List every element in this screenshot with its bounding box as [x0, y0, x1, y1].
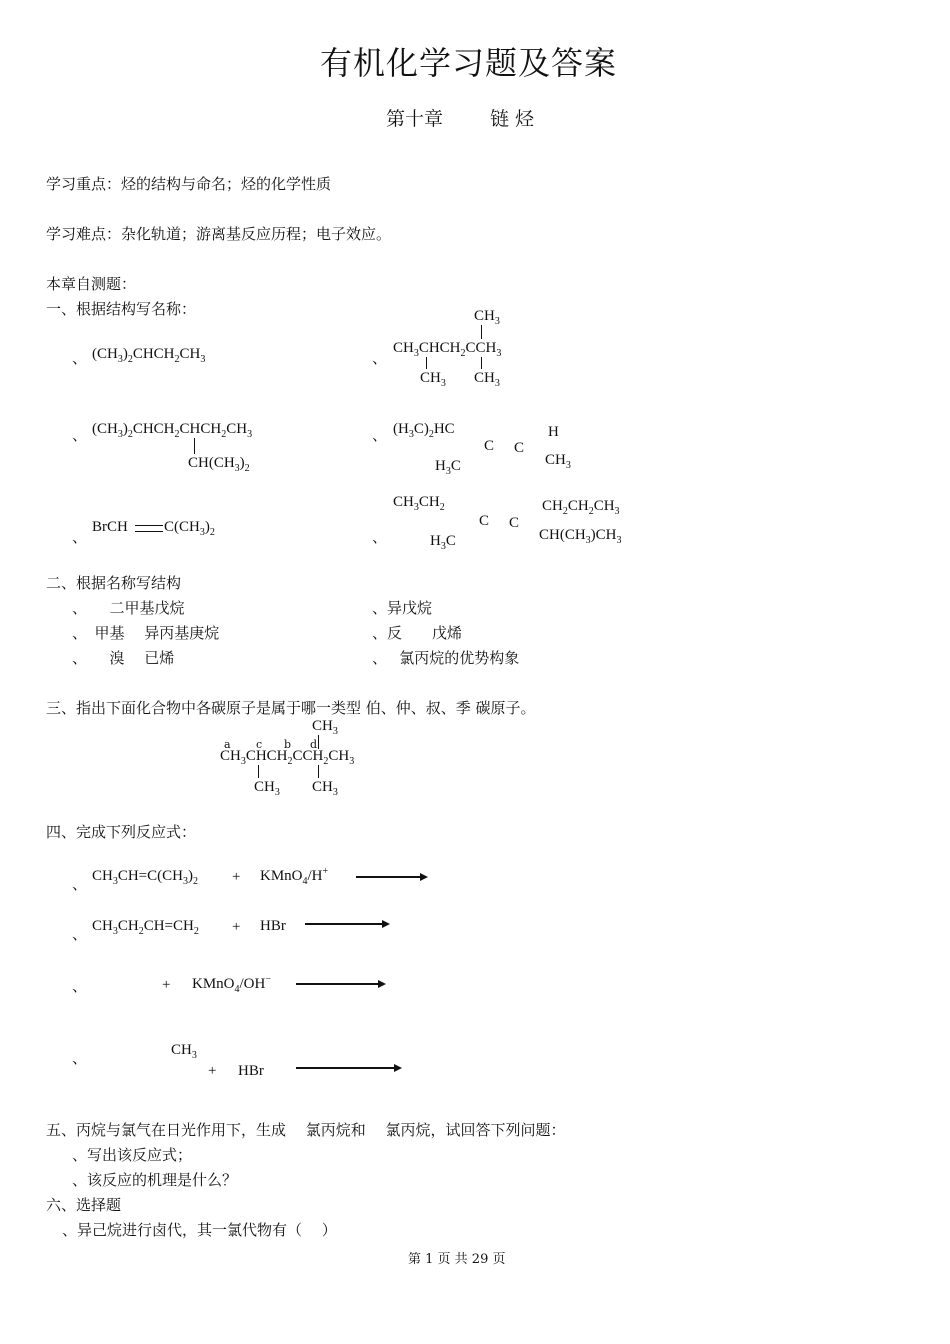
plus-sign: +	[232, 869, 241, 885]
bond-line	[194, 438, 195, 454]
learning-focus: 学习重点：烃的结构与命名；烃的化学性质	[46, 175, 332, 193]
reaction-2-reactant: $CH_3CH_2CH=CH_2$	[92, 918, 199, 937]
section-2-heading: 二、根据名称写结构	[46, 574, 182, 592]
section-3-heading: 三、指出下面化合物中各碳原子是属于哪一类型 伯、仲、叔、季 碳原子。	[46, 699, 536, 717]
bond-line	[426, 357, 427, 369]
item-sep: 、	[372, 426, 388, 444]
reaction-4-reagent: HBr	[238, 1063, 264, 1079]
item-sep: 、	[72, 528, 88, 546]
section-5-heading: 五、丙烷与氯气在日光作用下，生成 氯丙烷和 氯丙烷，试回答下列问题：	[46, 1121, 566, 1139]
chapter-name: 链 烃	[490, 108, 535, 130]
reaction-4-substituent: $CH_3$	[171, 1042, 197, 1061]
structure-branch: $CH_3$	[312, 779, 338, 798]
reaction-1-reactant: $CH_3CH=C(CH_3)_2$	[92, 868, 198, 887]
structure-4-carbon: C	[514, 440, 525, 456]
structure-3-main: $(CH_3)_2CHCH_2CHCH_2CH_3$	[92, 421, 253, 440]
page-footer: 第 1 页 共 29 页	[408, 1252, 506, 1267]
list-item: 、 氯丙烷的优势构象	[372, 649, 520, 667]
carbon-label: b	[284, 738, 292, 751]
reaction-arrow	[296, 1067, 400, 1069]
bond-line	[481, 325, 482, 339]
bond-line	[258, 765, 259, 778]
item-sep: 、	[72, 349, 88, 367]
structure-5-b: $C(CH_3)_2$	[164, 519, 215, 538]
reaction-arrow	[305, 923, 388, 925]
structure-6-carbon: C	[479, 513, 490, 529]
double-bond	[135, 525, 163, 532]
reaction-3-reagent: KMnO$_4$/OH−	[192, 974, 271, 995]
item-sep: 、	[72, 875, 88, 893]
carbon-label: d	[310, 738, 318, 751]
list-item: 、 二甲基戊烷	[72, 599, 185, 617]
item-sep: 、	[72, 925, 88, 943]
structure-2-branch: $CH_3$	[420, 370, 446, 389]
structure-6-group: $CH_2CH_2CH_3$	[542, 498, 620, 517]
question-item: 、异己烷进行卤代，其一氯代物有（ ）	[62, 1221, 337, 1239]
plus-sign: +	[232, 919, 241, 935]
structure-2-top: $CH_3$	[474, 308, 500, 327]
list-item: 、 溴 已烯	[72, 649, 175, 667]
chapter-number: 第十章	[386, 108, 444, 130]
reaction-2-reagent: HBr	[260, 918, 286, 934]
structure-branch: $CH_3$	[254, 779, 280, 798]
list-item: 、异戊烷	[372, 599, 433, 617]
carbon-label: c	[256, 738, 263, 751]
structure-3-branch: $CH(CH_3)_2$	[188, 455, 250, 474]
bond-line	[318, 735, 319, 749]
self-test-heading: 本章自测题：	[46, 275, 137, 293]
structure-2-main: $CH_3CHCH_2CCH_3$	[393, 340, 502, 359]
section-1-heading: 一、根据结构写名称：	[46, 300, 197, 318]
structure-main: $CH_3CHCH_2CCH_2CH_3$	[220, 748, 355, 767]
structure-4-group: $(H_3C)_2HC$	[393, 421, 455, 440]
structure-4-carbon: C	[484, 438, 495, 454]
structure-top: $CH_3$	[312, 718, 338, 737]
structure-4-group: H	[548, 424, 559, 440]
carbon-label: a	[224, 738, 231, 751]
item-sep: 、	[72, 426, 88, 444]
bond-line	[481, 357, 482, 369]
page-title: 有机化学习题及答案	[320, 44, 618, 82]
structure-2-branch: $CH_3$	[474, 370, 500, 389]
list-item: 、 甲基 异丙基庚烷	[72, 624, 220, 642]
structure-4-group: $CH_3$	[545, 452, 571, 471]
structure-5-a: BrCH	[92, 519, 128, 535]
question-item: 、该反应的机理是什么？	[72, 1171, 238, 1189]
plus-sign: +	[162, 977, 171, 993]
structure-6-carbon: C	[509, 515, 520, 531]
structure-6-group: $CH(CH_3)CH_3$	[539, 527, 622, 546]
list-item: 、反 戊烯	[372, 624, 463, 642]
bond-line	[318, 765, 319, 778]
item-sep: 、	[372, 349, 388, 367]
question-item: 、写出该反应式；	[72, 1146, 193, 1164]
item-sep: 、	[72, 1049, 88, 1067]
item-sep: 、	[372, 528, 388, 546]
learning-difficulty: 学习难点：杂化轨道；游离基反应历程；电子效应。	[46, 225, 392, 243]
structure-6-group: $H_3C$	[430, 533, 456, 552]
reaction-arrow	[356, 876, 426, 878]
section-6-heading: 六、选择题	[46, 1196, 122, 1214]
plus-sign: +	[208, 1063, 217, 1079]
structure-1: $(CH_3)_2CHCH_2CH_3$	[92, 346, 206, 365]
structure-4-group: $H_3C$	[435, 458, 461, 477]
item-sep: 、	[72, 977, 88, 995]
reaction-arrow	[296, 983, 384, 985]
structure-6-group: $CH_3CH_2$	[393, 494, 445, 513]
section-4-heading: 四、完成下列反应式：	[46, 823, 197, 841]
reaction-1-reagent: KMnO$_4$/H+	[260, 866, 329, 887]
